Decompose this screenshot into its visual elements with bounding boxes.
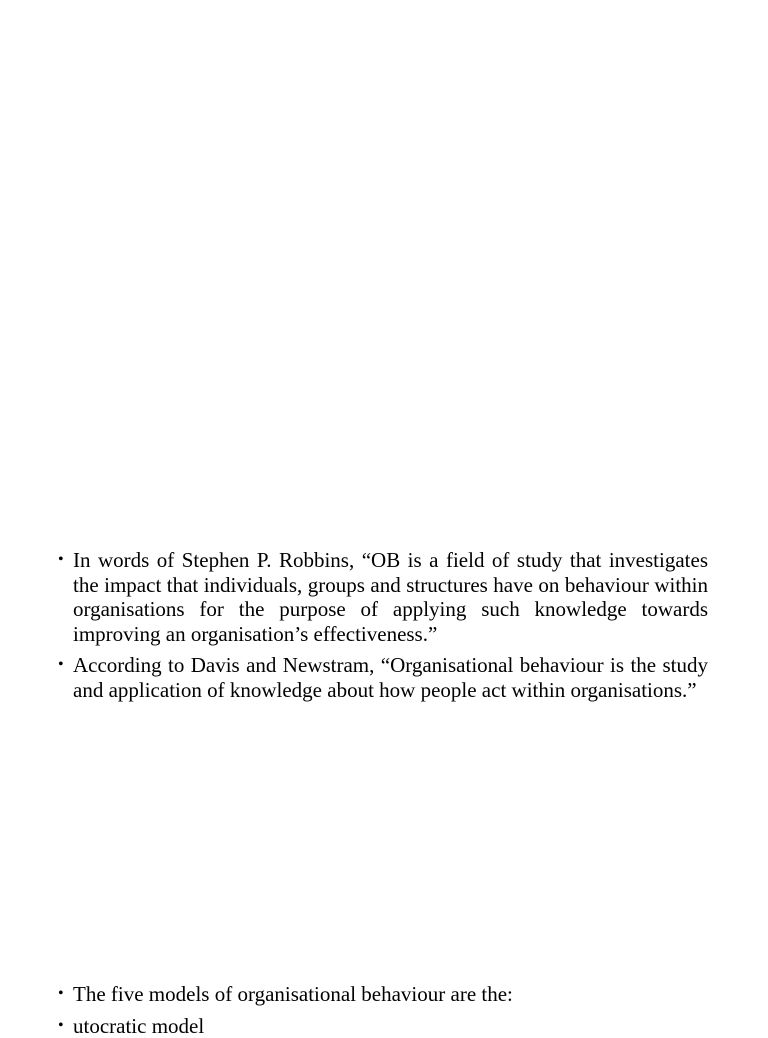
robbins-definition-text: In words of Stephen P. Robbins, “OB is a field of study that investigates the impact that individuals, groups and structures have on behaviour within organisations for the purpose of applying such knowledge towards improving an organisation’s effectiveness.”	[73, 548, 708, 646]
bullet-icon: •	[58, 548, 64, 573]
list-item-autocratic-model	[58, 1014, 708, 1038]
bullet-icon: •	[58, 653, 64, 678]
list-item-davis-newstram-definition	[58, 653, 708, 702]
models-list	[58, 982, 708, 1038]
davis-newstram-definition-text: According to Davis and Newstram, “Organisational behaviour is the study and application of knowledge about how people act within organisations.”	[73, 653, 708, 702]
bullet-icon: •	[58, 982, 64, 1007]
autocratic-model-text: utocratic model	[73, 1014, 708, 1038]
list-item-models-intro	[58, 982, 708, 1007]
models-intro-text: The five models of organisational behaviour are the:	[73, 982, 708, 1007]
bullet-icon: •	[58, 1014, 64, 1038]
list-item-robbins-definition	[58, 548, 708, 646]
definitions-list	[58, 548, 708, 709]
